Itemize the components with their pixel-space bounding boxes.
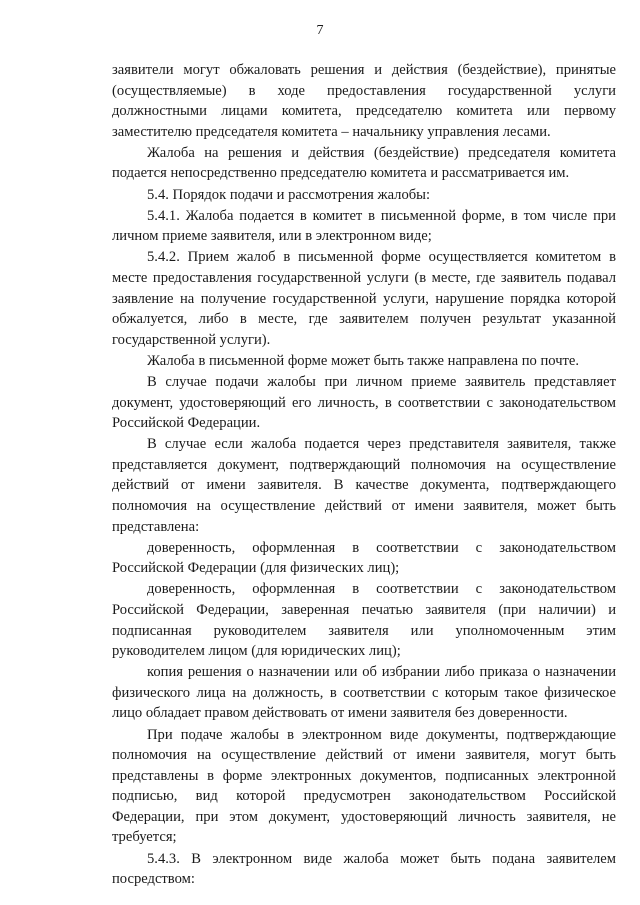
paragraph: 5.4.2. Прием жалоб в письменной форме осуществляется комитетом в месте предоставления государственной услуги (в месте, где заявитель подавал заявление на получение государственной услуги, нарушение порядка которой обжалуется, либо в месте, где заявителем получен результат указанной государственной услуги).	[112, 249, 616, 348]
list-item: доверенность, оформленная в соответствии с законодательством Российской Федерации (для физических лиц);	[112, 539, 616, 577]
paragraph: В случае если жалоба подается через представителя заявителя, также представляется документ, подтверждающий полномочия на осуществление действий от имени заявителя. В качестве документа, подтверждающего полномочия на осуществление действий от имени заявителя, может быть представлена:	[112, 436, 616, 535]
paragraph: Жалоба на решения и действия (бездействие) председателя комитета подается непосредственно председателю комитета и рассматривается им.	[112, 144, 616, 182]
list-item: копия решения о назначении или об избрании либо приказа о назначении физического лица на должность, в соответствии с которым такое физическое лицо обладает правом действовать от имени заявителя без доверенности.	[112, 664, 616, 722]
paragraph: При подаче жалобы в электронном виде документы, подтверждающие полномочия на осуществление действий от имени заявителя, могут быть представлены в форме электронных документов, подписанных электронной подписью, вид которой предусмотрен законодательством Российской Федерации, при этом документ, удостоверяющий личность заявителя, не требуется;	[112, 726, 616, 846]
paragraph: заявители могут обжаловать решения и действия (бездействие), принятые (осуществляемые) в ходе предоставления государственной услуги должностными лицами комитета, председателю комитета или первому заместителю председателя комитета – начальнику управления лесами.	[112, 62, 616, 140]
page-number: 7	[316, 23, 324, 38]
document-body	[112, 60, 616, 890]
paragraph: 5.4.1. Жалоба подается в комитет в письменной форме, в том числе при личном приеме заявителя, или в электронном виде;	[112, 207, 616, 245]
section-heading: 5.4. Порядок подачи и рассмотрения жалобы:	[147, 186, 431, 203]
paragraph: Жалоба в письменной форме может быть также направлена по почте.	[147, 352, 580, 369]
list-item: доверенность, оформленная в соответствии с законодательством Российской Федерации, заверенная печатью заявителя (при наличии) и подписанная руководителем заявителя или уполномоченным этим руководителем лицом (для юридических лиц);	[112, 581, 616, 660]
paragraph: В случае подачи жалобы при личном приеме заявитель представляет документ, удостоверяющий его личность, в соответствии с законодательством Российской Федерации.	[112, 373, 616, 432]
paragraph: 5.4.3. В электронном виде жалоба может быть подана заявителем посредством:	[112, 850, 616, 888]
